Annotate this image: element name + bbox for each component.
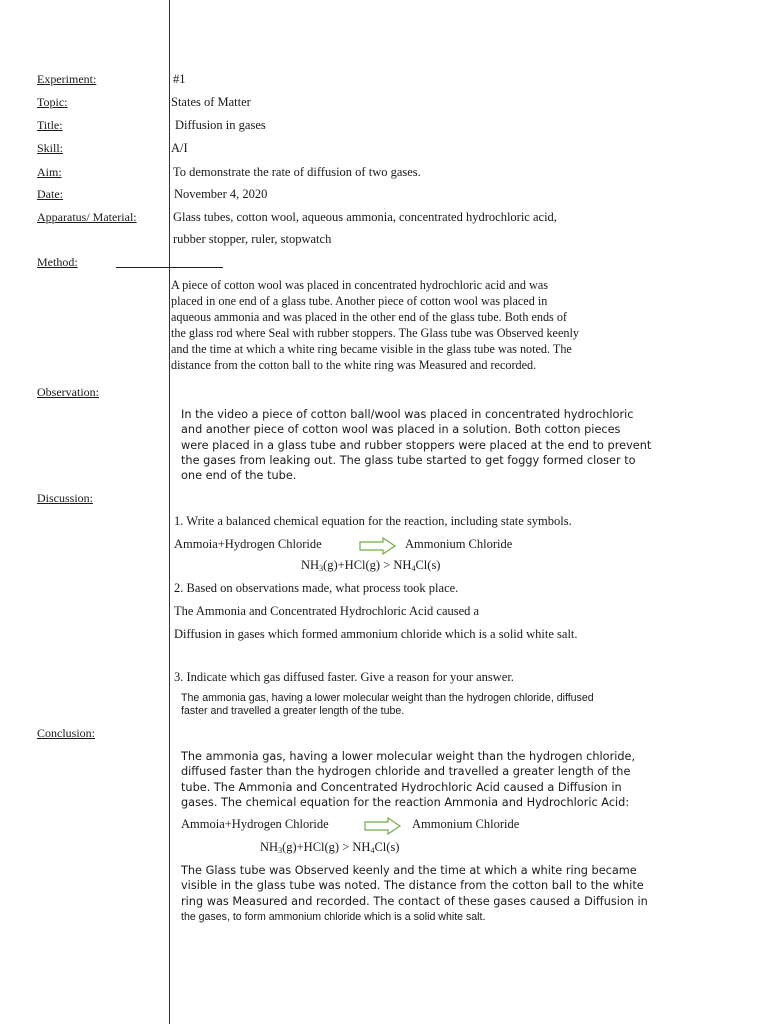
title-value: Diffusion in gases <box>175 118 266 132</box>
discussion-question-2: 2. Based on observations made, what process took place. <box>174 581 459 595</box>
conclusion-line: The Glass tube was Observed keenly and the time at which a white ring became <box>181 864 637 877</box>
discussion-label: Discussion: <box>37 491 94 505</box>
discussion-answer-2-line-2: Diffusion in gases which formed ammonium chloride which is a solid white salt. <box>174 627 578 641</box>
observation-line: the gases from leaking out. The glass tube started to get foggy formed closer to <box>181 453 636 467</box>
observation-text <box>181 407 651 483</box>
experiment-label: Experiment: <box>37 72 97 86</box>
conclusion-line: gases. The chemical equation for the reaction Ammonia and Hydrochloric Acid: <box>181 795 630 809</box>
conclusion-line: ring was Measured and recorded. The contact of these gases caused a Diffusion in <box>181 894 648 908</box>
conclusion-line: tube. The Ammonia and Concentrated Hydrochloric Acid caused a Diffusion in <box>181 780 622 794</box>
experiment-value: #1 <box>173 72 186 86</box>
discussion-word-equation-right: Ammonium Chloride <box>405 537 513 551</box>
apparatus-value-line-1: Glass tubes, cotton wool, aqueous ammonia, concentrated hydrochloric acid, <box>173 210 557 224</box>
observation-line: were placed in a glass tube and rubber stoppers were placed at the end to prevent <box>181 438 652 452</box>
conclusion-label: Conclusion: <box>37 726 96 740</box>
method-line: the glass rod where Seal with rubber stoppers. The Glass tube was Observed keenly <box>171 326 579 340</box>
method-label: Method: <box>37 255 78 269</box>
answer-3-line: The ammonia gas, having a lower molecular weight than the hydrogen chloride, diffused <box>181 692 594 704</box>
arrow-icon <box>364 817 402 835</box>
discussion-question-1: 1. Write a balanced chemical equation for the reaction, including state symbols. <box>174 514 572 528</box>
apparatus-value-line-2: rubber stopper, ruler, stopwatch <box>173 232 332 246</box>
conclusion-last-line: the gases, to form ammonium chloride which is a solid white salt. <box>181 911 486 923</box>
margin-rule <box>169 0 170 1024</box>
method-underline <box>116 267 223 268</box>
observation-label: Observation: <box>37 385 99 399</box>
observation-line: In the video a piece of cotton ball/wool was placed in concentrated hydrochloric <box>181 408 634 421</box>
answer-3-line: faster and travelled a greater length of the tube. <box>181 705 405 717</box>
discussion-answer-2-line-1: The Ammonia and Concentrated Hydrochloric Acid caused a <box>174 604 480 618</box>
conclusion-line: The ammonia gas, having a lower molecular weight than the hydrogen chloride, <box>181 750 636 763</box>
title-label: Title: <box>37 118 63 132</box>
method-line: aqueous ammonia and was placed in the other end of the glass tube. Both ends of <box>171 310 567 324</box>
arrow-icon <box>359 537 397 555</box>
discussion-answer-3 <box>181 692 594 718</box>
method-line: A piece of cotton wool was placed in concentrated hydrochloric acid and was <box>171 278 548 292</box>
conclusion-word-equation-left: Ammoia+Hydrogen Chloride <box>181 817 329 831</box>
date-value: November 4, 2020 <box>174 187 268 201</box>
observation-line: and another piece of cotton wool was placed in a solution. Both cotton pieces <box>181 423 621 437</box>
conclusion-line: visible in the glass tube was noted. The distance from the cotton ball to the white <box>181 879 644 893</box>
observation-line: one end of the tube. <box>181 469 297 483</box>
method-text <box>171 277 579 373</box>
aim-value: To demonstrate the rate of diffusion of two gases. <box>173 165 421 179</box>
apparatus-label: Apparatus/ Material: <box>37 210 137 224</box>
discussion-question-3: 3. Indicate which gas diffused faster. Give a reason for your answer. <box>174 670 514 684</box>
conclusion-chemical-equation: $NH_3(g)+HCl(g) > NH_4Cl(s)$ <box>260 840 400 855</box>
topic-label: Topic: <box>37 95 68 109</box>
skill-label: Skill: <box>37 141 64 155</box>
discussion-chemical-equation: $NH_3(g)+HCl(g) > NH_4Cl(s)$ <box>301 558 441 573</box>
skill-value: A/I <box>171 141 188 155</box>
conclusion-text-2 <box>181 863 648 909</box>
conclusion-line: diffused faster than the hydrogen chloride and travelled a greater length of the <box>181 765 631 779</box>
method-line: distance from the cotton ball to the white ring was Measured and recorded. <box>171 358 537 372</box>
discussion-word-equation-left: Ammoia+Hydrogen Chloride <box>174 537 322 551</box>
conclusion-word-equation-right: Ammonium Chloride <box>412 817 520 831</box>
topic-value: States of Matter <box>171 95 251 109</box>
conclusion-text <box>181 749 635 810</box>
method-line: placed in one end of a glass tube. Another piece of cotton wool was placed in <box>171 294 548 308</box>
aim-label: Aim: <box>37 165 62 179</box>
method-line: and the time at which a white ring became visible in the glass tube was noted. The <box>171 342 572 356</box>
date-label: Date: <box>37 187 63 201</box>
